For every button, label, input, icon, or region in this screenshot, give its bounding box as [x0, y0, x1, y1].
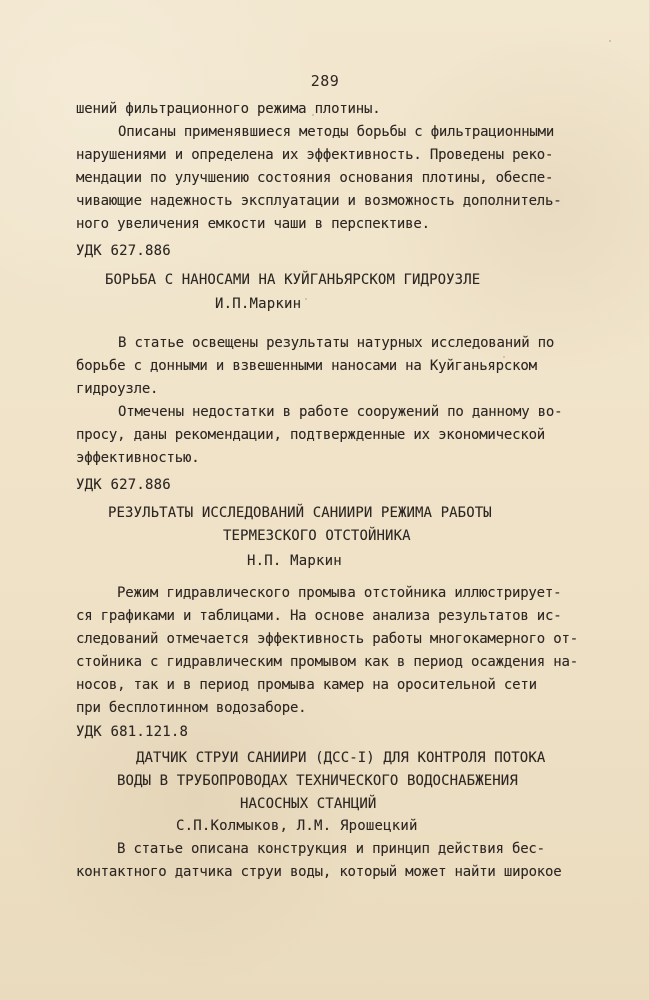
body-line: чивающие надежность эксплуатации и возможность дополнитель- [76, 193, 562, 209]
body-line: ного увеличения емкости чаши в перспективе. [76, 216, 430, 232]
body-line: мендации по улучшению состояния основания плотины, обеспе- [76, 170, 554, 186]
entry-author: И.П.Маркин [215, 296, 302, 312]
entry-body-line: Отмечены недостатки в работе сооружений по данному во- [118, 404, 563, 420]
entry-body-line: при бесплотинном водозаборе. [76, 700, 307, 716]
entry-title: ВОДЫ В ТРУБОПРОВОДАХ ТЕХНИЧЕСКОГО ВОДОСНАБЖЕНИЯ [117, 773, 518, 789]
entry-body-line: В статье освещены результаты натурных исследований по [118, 335, 555, 351]
entry-author: Н.П. Маркин [247, 553, 342, 569]
entry-author: С.П.Колмыков, Л.М. Ярошецкий [176, 818, 418, 834]
udk-code: УДК 627.886 [76, 243, 171, 259]
entry-title: НАСОСНЫХ СТАНЦИЙ [240, 796, 377, 812]
entry-body-line: следований отмечается эффективность работы многокамерного от- [76, 631, 578, 647]
body-line: шений фильтрационного режима плотины. [76, 101, 381, 117]
entry-body-line: Режим гидравлического промыва отстойника иллюстрирует- [117, 585, 562, 601]
entry-body-line: гидроузле. [76, 381, 159, 397]
udk-code: УДК 627.886 [76, 477, 171, 493]
entry-body-line: эффективностью. [76, 450, 200, 466]
entry-body-line: контактного датчика струи воды, который может найти широкое [76, 864, 562, 880]
entry-title: ТЕРМЕЗСКОГО ОТСТОЙНИКА [223, 528, 411, 544]
entry-body-line: борьбе с донными и взвешенными наносами на Куйганьярском [76, 358, 537, 374]
entry-title: РЕЗУЛЬТАТЫ ИССЛЕДОВАНИЙ САНИИРИ РЕЖИМА РАБОТЫ [108, 505, 492, 521]
body-line: нарушениями и определена их эффективность. Проведены реко- [76, 147, 554, 163]
entry-title: ДАТЧИК СТРУИ САНИИРИ (ДСС-I) ДЛЯ КОНТРОЛЯ ПОТОКА [136, 750, 546, 766]
entry-body-line: ся графиками и таблицами. На основе анализа результатов ис- [76, 608, 562, 624]
entry-title: БОРЬБА С НАНОСАМИ НА КУЙГАНЬЯРСКОМ ГИДРОУЗЛЕ [105, 272, 481, 288]
entry-body-line: В статье описана конструкция и принцип действия бес- [117, 841, 545, 857]
paper-speck [305, 298, 307, 300]
paper-speck [609, 40, 611, 42]
entry-body-line: стойника с гидравлическим промывом как в период осаждения на- [76, 654, 578, 670]
entry-body-line: носов, так и в период промыва камер на оросительной сети [76, 677, 537, 693]
page-number: 289 [310, 72, 340, 90]
body-line: Описаны применявшиеся методы борьбы с фильтрационными [118, 124, 555, 140]
udk-code: УДК 681.121.8 [76, 724, 189, 740]
entry-body-line: просу, даны рекомендации, подтвержденные их экономической [76, 427, 546, 443]
